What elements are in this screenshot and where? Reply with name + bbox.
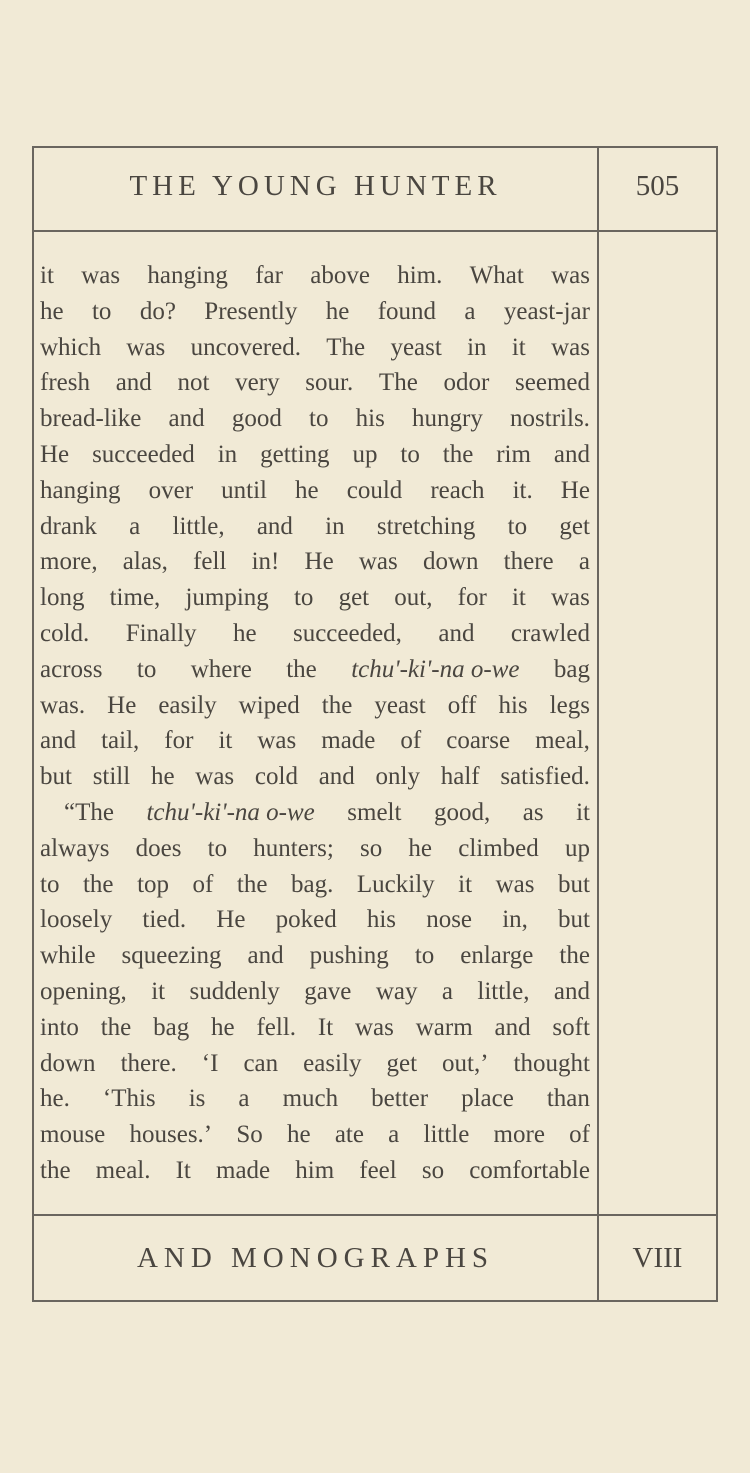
word: Finally: [125, 619, 197, 647]
word: to: [309, 405, 329, 433]
word: yeast: [390, 333, 442, 361]
text-line: [40, 652, 590, 688]
word: “The: [64, 798, 114, 826]
word: pushing: [309, 942, 389, 970]
word: down: [40, 1049, 96, 1077]
word: little,: [172, 512, 225, 540]
word: Luckily: [356, 870, 435, 898]
word: bread-like: [40, 405, 142, 433]
word: soft: [552, 1013, 590, 1041]
word: meal.: [95, 1156, 151, 1184]
word: squeezing: [121, 942, 222, 970]
text-line: [40, 723, 590, 759]
word: to: [414, 942, 435, 970]
page-number: 505: [635, 170, 680, 202]
word: the: [286, 655, 317, 683]
word: to: [40, 870, 60, 898]
word: it.: [512, 476, 533, 504]
word: of: [192, 870, 214, 898]
word: loosely: [40, 906, 113, 934]
word: easily: [158, 691, 217, 719]
word: to: [136, 655, 157, 683]
word: into: [40, 1013, 79, 1041]
word: place: [461, 1085, 514, 1113]
running-header: [34, 148, 716, 232]
word: get: [386, 1049, 418, 1077]
word: alas,: [122, 548, 168, 576]
word: made: [216, 1156, 271, 1184]
word: top: [137, 870, 170, 898]
text-line: [40, 759, 590, 795]
word: getting: [260, 440, 330, 468]
word: down: [422, 548, 479, 576]
word: and: [318, 763, 355, 791]
word: He: [107, 691, 137, 719]
word: was: [551, 262, 590, 289]
word: and: [247, 942, 284, 970]
word: better: [371, 1085, 429, 1113]
word: cold: [254, 763, 298, 791]
word: to: [91, 297, 112, 325]
word: fresh: [40, 369, 90, 397]
word: for: [164, 727, 194, 755]
text-line: [40, 1010, 590, 1046]
text-line: [40, 509, 590, 545]
word: do?: [139, 297, 176, 325]
word: Presently: [204, 297, 298, 325]
word: ‘I: [201, 1049, 219, 1077]
word: rim: [496, 440, 531, 468]
word: it: [576, 798, 590, 826]
body-text: [40, 258, 590, 1189]
word: stretching: [376, 512, 476, 540]
word: The: [378, 369, 418, 397]
word: was: [126, 333, 166, 361]
text-line: [40, 473, 590, 509]
word: poked: [275, 906, 337, 934]
text-line: [40, 544, 590, 580]
word: comfortable: [469, 1156, 590, 1184]
word: up: [352, 440, 378, 468]
word: tail,: [101, 727, 140, 755]
word: still: [92, 763, 131, 791]
word: the: [442, 440, 474, 468]
word: a: [129, 512, 141, 540]
word: the: [321, 691, 353, 719]
text-line: [40, 616, 590, 652]
text-line: [40, 365, 590, 401]
word: He: [560, 476, 590, 504]
word: He: [40, 440, 70, 468]
word: and: [494, 1013, 531, 1041]
word: little,: [477, 977, 530, 1005]
text-line: [40, 1117, 590, 1153]
word: little: [423, 1121, 470, 1149]
word: hunters;: [253, 834, 334, 862]
word: off: [447, 691, 477, 719]
word: was: [81, 262, 121, 289]
word: it: [218, 727, 233, 755]
word: there.: [120, 1049, 177, 1077]
word: than: [546, 1085, 590, 1113]
word: more: [493, 1121, 545, 1149]
word: odor: [443, 369, 490, 397]
word: above: [310, 262, 370, 289]
word: satisfied.: [500, 763, 590, 791]
word: was.: [40, 691, 86, 719]
word: hanging: [147, 262, 228, 289]
footer-series: AND MONOGRAPHS: [136, 1242, 495, 1274]
word: a: [464, 297, 476, 325]
word: suddenly: [189, 977, 280, 1005]
word: a: [441, 977, 453, 1005]
text-line: [40, 580, 590, 616]
text-line: [40, 294, 590, 330]
word: he: [325, 297, 350, 325]
word: he.: [40, 1085, 70, 1113]
word: while: [40, 942, 96, 970]
text-line: [40, 974, 590, 1010]
word: his: [366, 906, 397, 934]
word: up: [564, 834, 590, 862]
word: the: [100, 1013, 132, 1041]
word: so: [360, 834, 383, 862]
word: uncovered.: [190, 333, 301, 361]
text-line: [40, 401, 590, 437]
text-line: [40, 437, 590, 473]
word: as: [522, 798, 544, 826]
word: it: [40, 262, 54, 289]
word: enlarge: [460, 942, 534, 970]
word: it: [151, 977, 166, 1005]
word: it: [511, 333, 526, 361]
word: He: [304, 548, 334, 576]
word: was: [551, 584, 590, 612]
word: bag.: [290, 870, 334, 898]
word: jumping: [185, 584, 269, 612]
word: him: [295, 1156, 335, 1184]
word: much: [282, 1085, 339, 1113]
word: tied.: [142, 906, 187, 934]
word: and: [256, 512, 293, 540]
word: to: [400, 440, 420, 468]
text-line: [40, 688, 590, 724]
word: was: [551, 333, 590, 361]
word: bag: [153, 1013, 190, 1041]
word: but: [558, 906, 590, 934]
word: time,: [109, 584, 161, 612]
word: wiped: [238, 691, 300, 719]
word: ‘This: [102, 1085, 156, 1113]
word: nose: [426, 906, 473, 934]
word: he: [211, 1013, 235, 1041]
word: it: [511, 584, 526, 612]
word: half: [440, 763, 480, 791]
word: He: [216, 906, 246, 934]
word: the: [559, 942, 590, 970]
word: meal,: [535, 727, 590, 755]
word: It: [317, 1013, 334, 1041]
word: the: [82, 870, 114, 898]
word: bag: [553, 655, 590, 683]
text-line: [40, 795, 590, 831]
word: sour.: [305, 369, 354, 397]
word: could: [346, 476, 403, 504]
text-line: [40, 1046, 590, 1082]
word: but: [558, 870, 590, 898]
volume-number: VIII: [632, 1242, 683, 1274]
word: to: [507, 512, 528, 540]
word: which: [40, 333, 102, 361]
word: made: [321, 727, 376, 755]
word: he: [40, 297, 64, 325]
word: easily: [303, 1049, 362, 1077]
word: It: [175, 1156, 191, 1184]
word: does: [135, 834, 182, 862]
word: thought: [513, 1049, 590, 1077]
word: So: [236, 1121, 263, 1149]
text-line: [40, 1153, 590, 1189]
word: climbed: [458, 834, 539, 862]
word: fell: [193, 548, 227, 576]
word: he: [295, 476, 319, 504]
text-line: [40, 1081, 590, 1117]
word: far: [255, 262, 283, 289]
word: legs: [549, 691, 590, 719]
word: succeeded,: [292, 619, 402, 647]
word: long: [40, 584, 85, 612]
word: The: [326, 333, 366, 361]
word: What: [469, 262, 524, 289]
word: of: [569, 1121, 590, 1149]
word: good,: [433, 798, 491, 826]
word: seemed: [515, 369, 590, 397]
word: of: [400, 727, 422, 755]
word: so: [421, 1156, 445, 1184]
word: he: [232, 619, 257, 647]
word: and: [40, 727, 77, 755]
word: opening,: [40, 977, 127, 1005]
word: can: [243, 1049, 279, 1077]
word: and: [553, 977, 590, 1005]
word: he: [286, 1121, 311, 1149]
word: he: [150, 763, 175, 791]
text-line: [40, 258, 590, 294]
word: he: [408, 834, 433, 862]
word: coarse: [446, 727, 511, 755]
word: across: [40, 655, 103, 683]
word: get: [559, 512, 590, 540]
text-line: [40, 867, 590, 903]
word: was: [195, 763, 235, 791]
word: out,’: [442, 1049, 489, 1077]
word: a: [388, 1121, 400, 1149]
word: until: [221, 476, 267, 504]
word: hanging: [40, 476, 121, 504]
word: was: [495, 870, 535, 898]
word: get: [338, 584, 370, 612]
word: a: [578, 548, 590, 576]
word: it: [458, 870, 473, 898]
word: his: [355, 405, 385, 433]
text-line: [40, 902, 590, 938]
italic-term: tchu'-ki'-na o-we: [146, 798, 315, 826]
word: in: [325, 512, 345, 540]
word: good: [231, 405, 282, 433]
word: warm: [415, 1013, 473, 1041]
text-line: [40, 831, 590, 867]
word: not: [177, 369, 210, 397]
word: but: [40, 763, 72, 791]
word: in,: [502, 906, 528, 934]
word: in!: [251, 548, 280, 576]
word: and: [115, 369, 152, 397]
word: is: [188, 1085, 206, 1113]
word: very: [235, 369, 280, 397]
word: fell.: [256, 1013, 297, 1041]
text-line: [40, 938, 590, 974]
word: was: [355, 1013, 394, 1041]
word: reach: [430, 476, 485, 504]
word: feel: [359, 1156, 397, 1184]
word: gave: [304, 977, 352, 1005]
word: out,: [394, 584, 433, 612]
word: cold.: [40, 619, 90, 647]
column-divider: [597, 148, 599, 1300]
word: hungry: [412, 405, 483, 433]
word: and: [168, 405, 205, 433]
word: in: [217, 440, 238, 468]
word: yeast: [374, 691, 426, 719]
word: over: [148, 476, 194, 504]
italic-term: tchu'-ki'-na o-we: [351, 655, 520, 683]
word: was: [358, 548, 398, 576]
word: way: [375, 977, 418, 1005]
word: always: [40, 834, 110, 862]
header-title: THE YOUNG HUNTER: [129, 170, 502, 202]
word: found: [377, 297, 437, 325]
word: to: [293, 584, 314, 612]
word: a: [238, 1085, 250, 1113]
word: the: [236, 870, 268, 898]
word: and: [553, 440, 590, 468]
running-footer: [34, 1214, 716, 1300]
word: nostrils.: [510, 405, 590, 433]
word: his: [498, 691, 528, 719]
word: houses.’: [129, 1121, 213, 1149]
word: crawled: [510, 619, 590, 647]
word: smelt: [347, 798, 402, 826]
word: for: [457, 584, 487, 612]
word: mouse: [40, 1121, 106, 1149]
word: drank: [40, 512, 97, 540]
word: succeeded: [92, 440, 195, 468]
text-line: [40, 330, 590, 366]
word: yeast-jar: [503, 297, 590, 325]
word: him.: [397, 262, 443, 289]
word: more,: [40, 548, 98, 576]
word: ate: [334, 1121, 364, 1149]
word: was: [257, 727, 297, 755]
word: only: [375, 763, 420, 791]
word: there: [503, 548, 554, 576]
word: to: [207, 834, 228, 862]
word: the: [40, 1156, 71, 1184]
word: where: [190, 655, 252, 683]
word: and: [438, 619, 475, 647]
word: in: [467, 333, 487, 361]
